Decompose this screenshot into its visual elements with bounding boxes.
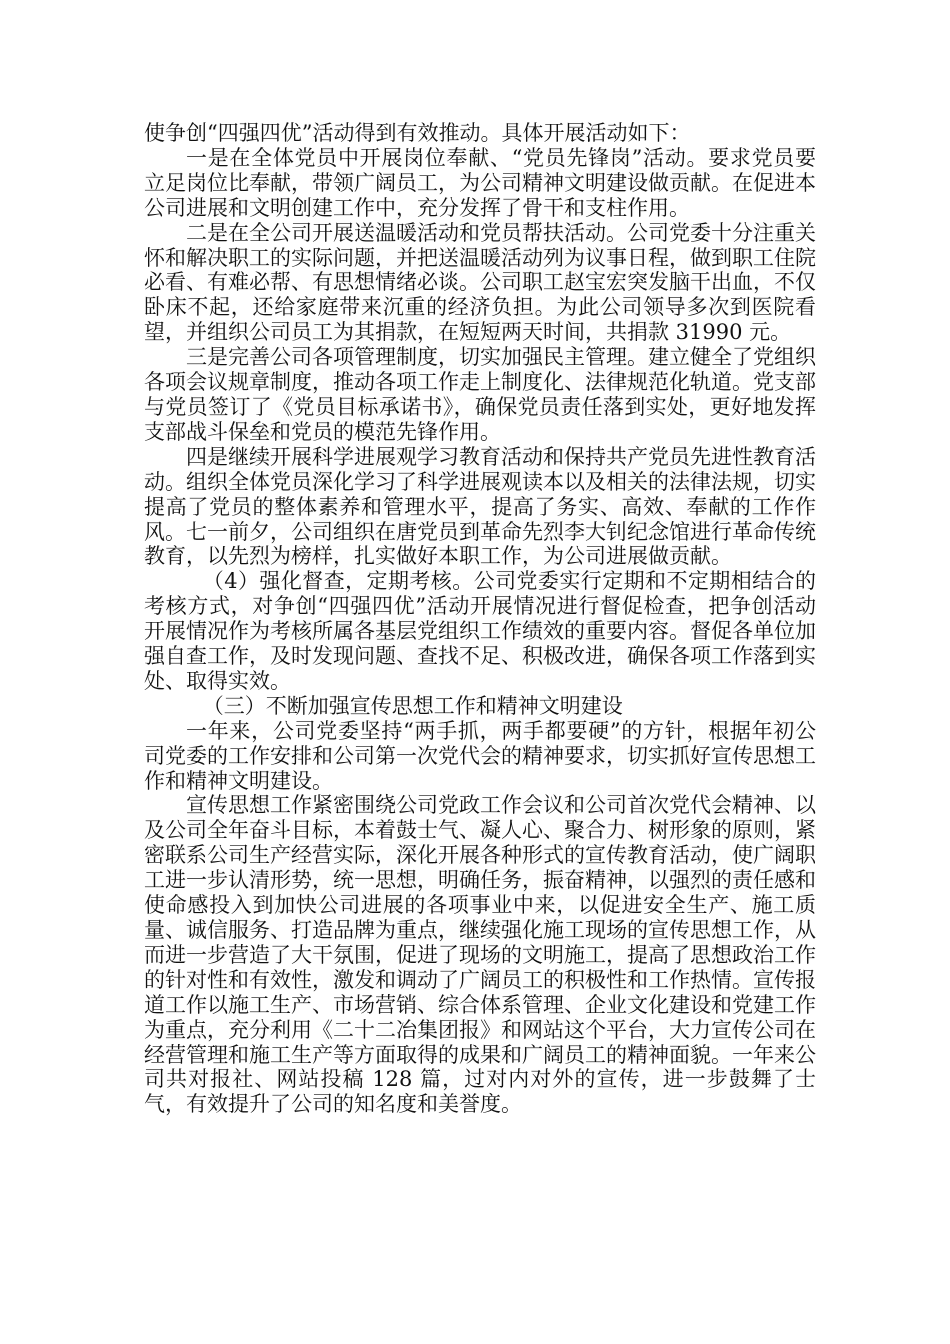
- paragraph-item-1: 一是在全体党员中开展岗位奉献、“党员先锋岗”活动。要求党员要立足岗位比奉献，带领广阔员工，为公司精神文明建设做贡献。在促进本公司进展和文明创建工作中，充分发挥了骨干和支柱作用。: [144, 145, 816, 220]
- paragraph-item-3: 三是完善公司各项管理制度，切实加强民主管理。建立健全了党组织各项会议规章制度，推动各项工作走上制度化、法律规范化轨道。党支部与党员签订了《党员目标承诺书》，确保党员责任落到实处，更好地发挥支部战斗保垒和党员的模范先锋作用。: [144, 345, 816, 444]
- paragraph-publicity: 宣传思想工作紧密围绕公司党政工作会议和公司首次党代会精神、以及公司全年奋斗目标，本着鼓士气、凝人心、聚合力、树形象的原则，紧密联系公司生产经营实际，深化开展各种形式的宣传教育活动，使广阔职工进一步认清形势，统一思想，明确任务，振奋精神，以强烈的责任感和使命感投入到加快公司进展的各项事业中来，以促进安全生产、施工质量、诚信服务、打造品牌为重点，继续强化施工现场的宣传思想工作，从而进一步营造了大干氛围，促进了现场的文明施工，提高了思想政治工作的针对性和有效性，激发和调动了广阔员工的积极性和工作热情。宣传报道工作以施工生产、市场营销、综合体系管理、企业文化建设和党建工作为重点，充分利用《二十二冶集团报》和网站这个平台，大力宣传公司在经营管理和施工生产等方面取得的成果和广阔员工的精神面貌。一年来公司共对报社、网站投稿 128 篇，过对内对外的宣传，进一步鼓舞了士气，有效提升了公司的知名度和美誉度。: [144, 793, 816, 1117]
- paragraph-overview: 一年来，公司党委坚持“两手抓，两手都要硬”的方针，根据年初公司党委的工作安排和公司第一次党代会的精神要求，切实抓好宣传思想工作和精神文明建设。: [144, 718, 816, 793]
- paragraph-item-4: 四是继续开展科学进展观学习教育活动和保持共产党员先进性教育活动。组织全体党员深化学习了科学进展观读本以及相关的法律法规，切实提高了党员的整体素养和管理水平，提高了务实、高效、奉献的工作作风。七一前夕，公司组织在唐党员到革命先烈李大钊纪念馆进行革命传统教育，以先烈为榜样，扎实做好本职工作，为公司进展做贡献。: [144, 444, 816, 569]
- paragraph-intro: 使争创“四强四优”活动得到有效推动。具体开展活动如下：: [144, 121, 691, 145]
- section-heading: （三）不断加强宣传思想工作和精神文明建设: [202, 693, 623, 718]
- paragraph-item-2: 二是在全公司开展送温暖活动和党员帮扶活动。公司党委十分注重关怀和解决职工的实际问题，并把送温暖活动列为议事日程，做到职工住院必看、有难必帮、有思想情绪必谈。公司职工赵宝宏突发脑干出血，不仅卧床不起，还给家庭带来沉重的经济负担。为此公司领导多次到医院看望，并组织公司员工为其捐款，在短短两天时间，共捐款 31990 元。: [144, 220, 816, 345]
- paragraph-supervision: （4）强化督查，定期考核。公司党委实行定期和不定期相结合的考核方式，对争创“四强四优”活动开展情况进行督促检查，把争创活动开展情况作为考核所属各基层党组织工作绩效的重要内容。督促各单位加强自查工作，及时发现问题、查找不足、积极改进，确保各项工作落到实处、取得实效。: [144, 569, 816, 693]
- document-page: [144, 121, 816, 1117]
